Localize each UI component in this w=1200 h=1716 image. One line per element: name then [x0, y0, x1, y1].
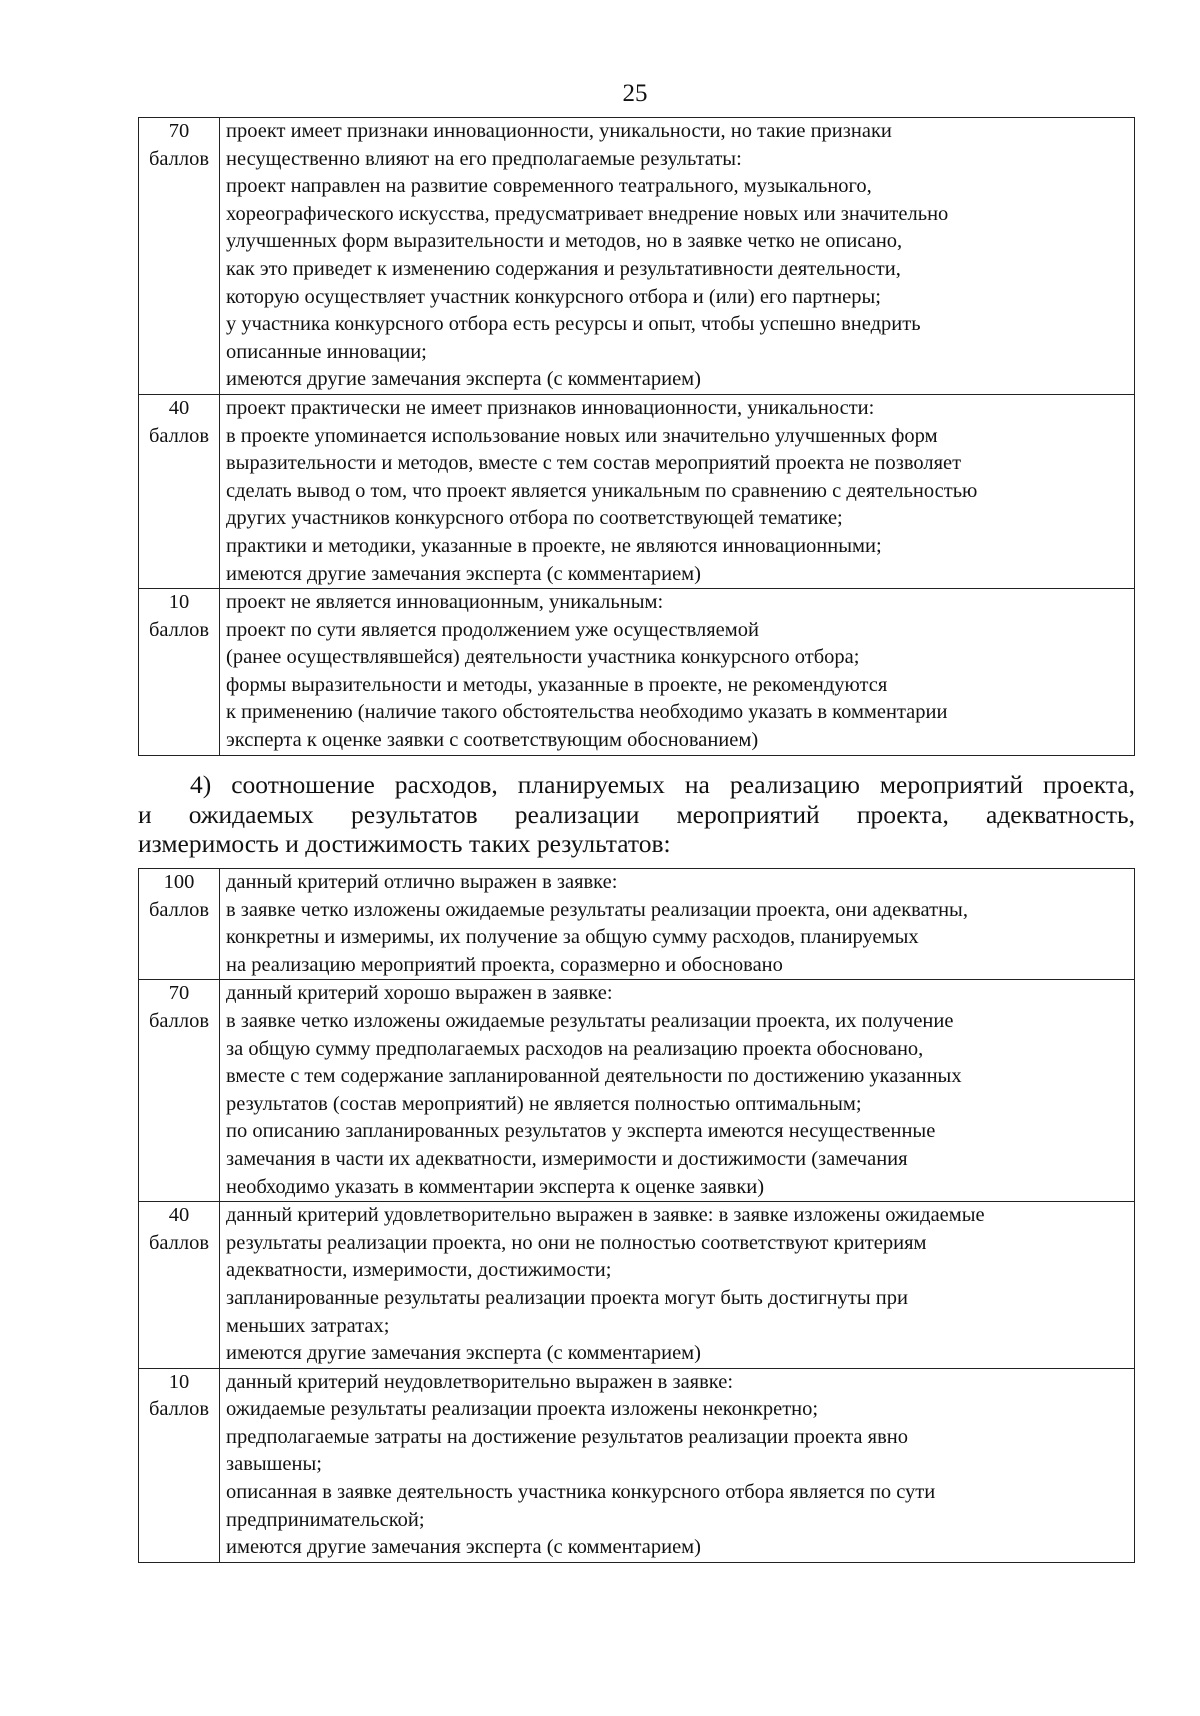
- criteria-table-results: [138, 868, 1135, 1563]
- description-line: как это приведет к изменению содержания и результативности деятельности,: [226, 257, 901, 280]
- score-cell: [139, 1368, 220, 1562]
- score-value: 10: [168, 1370, 190, 1393]
- description-line: других участников конкурсного отбора по соответствующей тематике;: [226, 507, 843, 530]
- criteria-row: [139, 869, 1135, 980]
- criteria-table-innovation: [138, 117, 1135, 756]
- score-unit: баллов: [148, 898, 210, 921]
- criteria-row: [139, 1202, 1135, 1369]
- score-value: 70: [168, 982, 190, 1005]
- description-line: у участника конкурсного отбора есть ресурсы и опыт, чтобы успешно внедрить: [226, 313, 921, 336]
- score-unit: баллов: [148, 147, 210, 170]
- description-line: имеются другие замечания эксперта (с комментарием): [226, 1536, 701, 1559]
- description-line: результатов (состав мероприятий) не является полностью оптимальным;: [226, 1092, 862, 1115]
- description-line: данный критерий отлично выражен в заявке:: [226, 871, 618, 893]
- section-heading-line: измеримость и достижимость таких результатов:: [138, 829, 671, 858]
- score-cell: [139, 869, 220, 980]
- description-line: в заявке четко изложены ожидаемые результаты реализации проекта, они адекватны,: [226, 898, 968, 921]
- criteria-row: [139, 118, 1135, 395]
- description-line: проект практически не имеет признаков инновационности, уникальности:: [226, 396, 875, 419]
- criteria-row: [139, 980, 1135, 1202]
- score-unit: баллов: [148, 1398, 210, 1421]
- description-line: проект направлен на развитие современного театрального, музыкального,: [226, 175, 872, 198]
- description-line: меньших затратах;: [226, 1314, 390, 1337]
- score-unit: баллов: [148, 1009, 210, 1032]
- criteria-row: [139, 1368, 1135, 1562]
- score-cell: [139, 118, 220, 395]
- description-line: по описанию запланированных результатов у эксперта имеются несущественные: [226, 1120, 936, 1143]
- description-line: эксперта к оценке заявки с соответствующим обоснованием): [226, 729, 759, 752]
- description-line: результаты реализации проекта, но они не полностью соответствуют критериям: [226, 1231, 927, 1254]
- score-cell: [139, 1202, 220, 1369]
- description-line: замечания в части их адекватности, измеримости и достижимости (замечания: [226, 1147, 908, 1170]
- description-line: данный критерий удовлетворительно выражен в заявке: в заявке изложены ожидаемые: [226, 1204, 985, 1227]
- score-cell: [139, 589, 220, 756]
- criteria-description: [220, 980, 1135, 1202]
- score-cell: [139, 394, 220, 588]
- description-line: проект имеет признаки инновационности, уникальности, но такие признаки: [226, 120, 892, 142]
- description-line: описанная в заявке деятельность участника конкурсного отбора является по сути: [226, 1481, 936, 1504]
- section-heading: [138, 770, 1135, 859]
- description-line: которую осуществляет участник конкурсного отбора и (или) его партнеры;: [226, 285, 881, 308]
- description-line: адекватности, измеримости, достижимости;: [226, 1259, 612, 1282]
- description-line: данный критерий неудовлетворительно выражен в заявке:: [226, 1370, 734, 1393]
- description-line: данный критерий хорошо выражен в заявке:: [226, 982, 613, 1005]
- score-value: 40: [168, 396, 190, 419]
- criteria-description: [220, 1368, 1135, 1562]
- description-line: в заявке четко изложены ожидаемые результаты реализации проекта, их получение: [226, 1009, 954, 1032]
- description-line: несущественно влияют на его предполагаемые результаты:: [226, 147, 742, 170]
- description-line: ожидаемые результаты реализации проекта изложены неконкретно;: [226, 1398, 819, 1421]
- criteria-description: [220, 869, 1135, 980]
- description-line: имеются другие замечания эксперта (с комментарием): [226, 368, 701, 391]
- description-line: формы выразительности и методы, указанные в проекте, не рекомендуются: [226, 673, 888, 696]
- score-unit: баллов: [148, 424, 210, 447]
- score-value: 10: [168, 591, 190, 614]
- score-value: 40: [168, 1204, 190, 1227]
- description-line: имеются другие замечания эксперта (с комментарием): [226, 562, 701, 585]
- description-line: хореографического искусства, предусматривает внедрение новых или значительно: [226, 202, 949, 225]
- description-line: проект не является инновационным, уникальным:: [226, 591, 664, 614]
- criteria-description: [220, 1202, 1135, 1369]
- description-line: (ранее осуществлявшейся) деятельности участника конкурсного отбора;: [226, 646, 860, 669]
- description-line: практики и методики, указанные в проекте, не являются инновационными;: [226, 534, 882, 557]
- score-unit: баллов: [148, 618, 210, 641]
- description-line: завышены;: [226, 1453, 322, 1476]
- description-line: в проекте упоминается использование новых или значительно улучшенных форм: [226, 424, 938, 447]
- score-cell: [139, 980, 220, 1202]
- criteria-row: [139, 394, 1135, 588]
- description-line: улучшенных форм выразительности и методов, но в заявке четко не описано,: [226, 230, 903, 253]
- description-line: за общую сумму предполагаемых расходов на реализацию проекта обосновано,: [226, 1037, 924, 1060]
- description-line: вместе с тем содержание запланированной деятельности по достижению указанных: [226, 1065, 962, 1088]
- description-line: конкретны и измеримы, их получение за общую сумму расходов, планируемых: [226, 926, 919, 949]
- description-line: сделать вывод о том, что проект является уникальным по сравнению с деятельностью: [226, 479, 978, 502]
- description-line: предполагаемые затраты на достижение результатов реализации проекта явно: [226, 1425, 908, 1448]
- score-value: 100: [163, 871, 195, 893]
- section-heading-line: 4) соотношение расходов, планируемых на реализацию мероприятий проекта,: [190, 770, 1135, 799]
- description-line: описанные инновации;: [226, 340, 427, 363]
- description-line: выразительности и методов, вместе с тем состав мероприятий проекта не позволяет: [226, 452, 962, 475]
- description-line: предпринимательской;: [226, 1508, 425, 1531]
- description-line: на реализацию мероприятий проекта, соразмерно и обосновано: [226, 953, 783, 976]
- description-line: проект по сути является продолжением уже осуществляемой: [226, 618, 759, 641]
- description-line: необходимо указать в комментарии эксперта к оценке заявки): [226, 1175, 765, 1198]
- page-number: 25: [622, 80, 648, 107]
- criteria-description: [220, 394, 1135, 588]
- criteria-description: [220, 118, 1135, 395]
- score-value: 70: [168, 120, 190, 142]
- score-unit: баллов: [148, 1231, 210, 1254]
- section-heading-line: и ожидаемых результатов реализации мероприятий проекта, адекватность,: [138, 799, 1135, 829]
- description-line: запланированные результаты реализации проекта могут быть достигнуты при: [226, 1286, 908, 1309]
- description-line: к применению (наличие такого обстоятельства необходимо указать в комментарии: [226, 701, 948, 724]
- criteria-description: [220, 589, 1135, 756]
- criteria-row: [139, 589, 1135, 756]
- description-line: имеются другие замечания эксперта (с комментарием): [226, 1342, 701, 1365]
